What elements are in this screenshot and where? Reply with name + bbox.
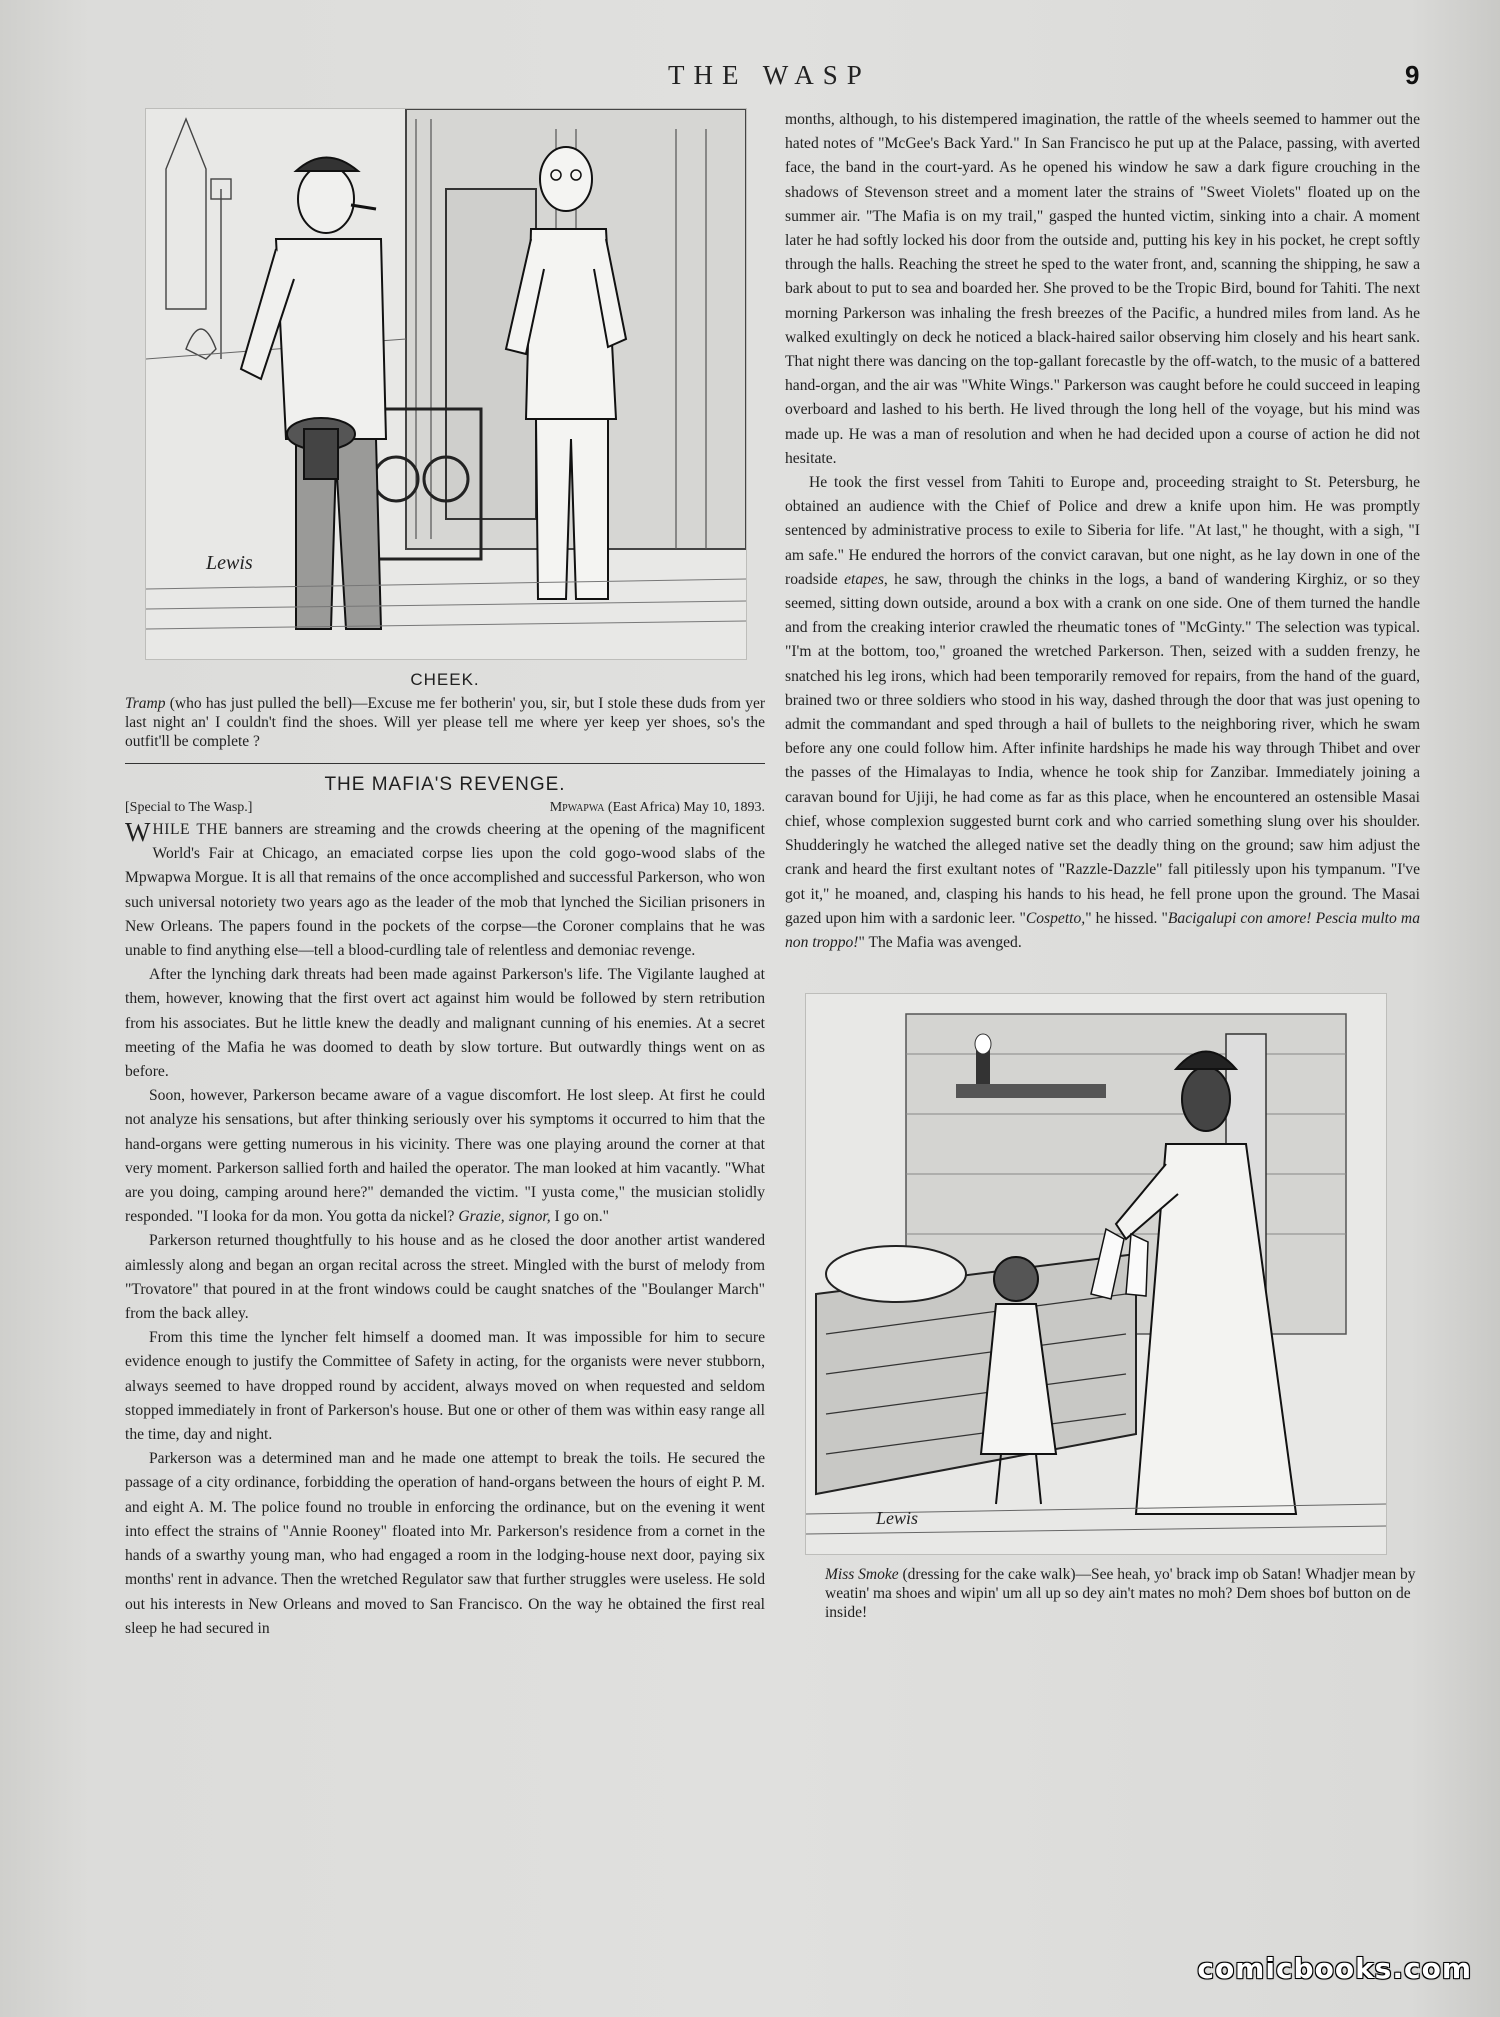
paragraph-text: " he hissed. " bbox=[1085, 909, 1168, 927]
article-paragraph: months, although, to his distempered imagination, the rattle of the wheels seemed to hammer out the hated notes of "McGee's Back Yard." In San Francisco he put up at the Palace, passing, with averted face, the band in the court-yard. As he opened his window he saw a dark figure crouching in the shadows of Stevenson street and a moment later the strains of "Sweet Violets" floated up on the summer air. "The Mafia is on my trail," gasped the hunted victim, sinking into a chair. A moment later he had softly locked his door from the outside and, putting his key in his pocket, he crept softly through the halls. Reaching the street he sped to the water front, and, scanning the shipping, he saw a bark about to put to sea and boarded her. She proved to be the Tropic Bird, bound for Tahiti. The next morning Parkerson was inhaling the fresh breezes of the Pacific, a hundred miles from land. As he walked exultingly on deck he noticed a black-haired sailor observing him closely and his heart sank. That night there was dancing on the top-gallant forecastle by the off-watch, to the music of a battered hand-organ, and the air was "White Wings." Parkerson was caught before he could succeed in leaping overboard and lashed to his berth. He lived through the long hell of the voyage, but his mind was made up. He was a man of resolution and when he had decided upon a course of action he did not hesitate. bbox=[785, 111, 1420, 467]
article-paragraph bbox=[125, 818, 765, 963]
cartoon-cheek-title: CHEEK. bbox=[410, 670, 480, 689]
paragraph-italic: Cospetto, bbox=[1025, 909, 1086, 927]
cartoon-cheek-caption-text: (who has just pulled the bell)—Excuse me fer botherin' you, sir, but I stole these duds from yer last night an' I couldn't find the shoes. Will yer please tell me where yer keep yer shoes, so's the outfit'll be complete ? bbox=[125, 695, 765, 750]
section-divider bbox=[125, 763, 765, 764]
paragraph-text: banners are streaming and the crowds cheering at the opening of the magnificent World's Fair at Chicago, an emaciated corpse lies upon the cold gogo-wood slabs of the Mpwapwa Morgue. It is all that remains of the once accomplished and successful Parkerson, who won such universal notoriety two years ago as the leader of the mob that lynched the Sicilian prisoners in New Orleans. The papers found in the pockets of the corpse—the Coroner complains that he was unable to find anything else—tell a blood-curdling tale of relentless and demoniac revenge. bbox=[125, 821, 766, 960]
cartoon-cheek-speaker: Tramp bbox=[125, 695, 166, 712]
paragraph-text: He took the first vessel from Tahiti to Europe and, proceeding straight to St. Petersburg, he obtained an audience with the Chief of Police and drew a knife upon him. He was promptly sentenced by administrative process to exile to Siberia for life. "At last," he thought, with a sigh, "I am safe." He endured the horrors of the convict caravan, but one night, as he lay down in one of the roadside bbox=[785, 474, 1420, 588]
article-paragraph: From this time the lyncher felt himself a doomed man. It was impossible for him to secure evidence enough to justify the Committee of Safety in acting, for the organists were never stubborn, always seemed to have dropped round by accident, always moved on when requested and seldom stopped immediately in front of Parkerson's house. But one or other of them was within easy range all the time, day and night. bbox=[125, 1329, 765, 1444]
cartoon-miss-smoke-signature: Lewis bbox=[876, 1508, 919, 1529]
dateline-place: Mpwapwa bbox=[549, 800, 605, 815]
cartoon-cheek bbox=[145, 108, 747, 660]
article-paragraph bbox=[785, 471, 1420, 955]
article-paragraph: Parkerson was a determined man and he made one attempt to break the toils. He secured the passage of a city ordinance, forbidding the operation of hand-organs between the hours of eight P. M. and eight A. M. The police found no trouble in enforcing the ordinance, but on the evening it went into effect the strains of "Annie Rooney" floated into Mr. Parkerson's residence from a cornet in the hands of a swarthy young man, who had engaged a room in the lodging-house next door, paying six months' rent in advance. Then the wretched Regulator saw that further struggles were useless. He sold out his interests in New Orleans and moved to San Francisco. On the way he obtained the first real sleep he had secured in bbox=[125, 1450, 765, 1637]
paragraph-italic: Grazie, signor, bbox=[458, 1208, 551, 1226]
article-paragraph bbox=[125, 1084, 765, 1229]
paragraph-text: " The Mafia was avenged. bbox=[858, 933, 1022, 951]
dateline-date: (East Africa) May 10, 1893. bbox=[604, 800, 765, 815]
masthead-title: THE WASP bbox=[668, 60, 871, 90]
masthead bbox=[0, 60, 1500, 100]
cartoon-miss-smoke-drawing bbox=[806, 994, 1386, 1554]
cartoon-cheek-signature: Lewis bbox=[206, 552, 253, 574]
cartoon-miss-smoke-speaker: Miss Smoke bbox=[825, 1566, 899, 1584]
left-column bbox=[125, 108, 765, 1641]
page-number: 9 bbox=[1405, 60, 1420, 90]
cartoon-miss-smoke-caption bbox=[825, 1565, 1420, 1622]
article-special-note: [Special to The Wasp.] bbox=[125, 800, 253, 815]
article-dateline bbox=[125, 800, 765, 816]
cartoon-cheek-drawing bbox=[146, 109, 746, 659]
article-title: THE MAFIA'S REVENGE. bbox=[324, 774, 566, 795]
right-column bbox=[785, 108, 1420, 1622]
paragraph-text: I go on." bbox=[550, 1208, 609, 1226]
article-paragraph: After the lynching dark threats had been made against Parkerson's life. The Vigilante laughed at them, however, knowing that the first overt act against him would be followed by stern retribution from his associates. But he little knew the deadly and malignant cunning of his enemies. At a secret meeting of the Mafia he was doomed to death by slow torture. But outwardly things went on as before. bbox=[125, 966, 765, 1081]
article-body-left bbox=[125, 818, 765, 1641]
watermark-logo: comicbooks.com bbox=[1197, 1952, 1472, 1985]
drop-cap: W bbox=[125, 817, 151, 847]
lead-caps: HILE THE bbox=[152, 821, 229, 838]
paragraph-text: Soon, however, Parkerson became aware of a vague discomfort. He lost sleep. At first he could not analyze his sensations, but after thinking seriously over his symptoms it occurred to him that the hand-organs were getting numerous in his vicinity. There was one playing around the corner at that very moment. Parkerson sallied forth and hailed the operator. The man looked at him vacantly. "What are you doing, camping around here?" demanded the victim. "I yusta come," the musician stolidly responded. "I looka for da mon. You gotta da nickel? bbox=[125, 1087, 765, 1226]
paragraph-text: , he saw, through the chinks in the logs, a band of wandering Kirghiz, or so they seemed, sitting down outside, around a box with a crank on one side. One of them turned the handle and from the creaking interior crawled the rheumatic tones of "McGinty." The selection was typical. "I'm at the bottom, too," groaned the wretched Parkerson. Then, seized with a sudden frenzy, he snatched his leg irons, which had been temporarily removed for repairs, from the hand of the guard, brained two or three soldiers who stood in his way, dashed through the door that was just opening to admit the commandant and sped through a hail of bullets to the neighboring river, which he swam before any one could follow him. After infinite hardships he made his way through Thibet and over the passes of the Himalayas to India, whence he took ship for Zanzibar. Immediately joining a caravan bound for Ujiji, he had come as far as this place, when he encountered an ostensible Masai chief, whose complexion suggested burnt cork and who carried something slung over his shoulder. Shudderingly he watched the alleged native set the deadly thing on the ground; saw him adjust the crank and heard the first exultant notes of "Razzle-Dazzle" fall pitilessly upon his tympanum. "I've got it," he moaned, and, clasping his hands to his head, he fell prone upon the ground. The Masai gazed upon him with a sardonic leer. " bbox=[785, 570, 1420, 927]
cartoon-miss-smoke-caption-text: (dressing for the cake walk)—See heah, yo' brack imp ob Satan! Whadjer mean by weatin' ma shoes and wipin' um all up so dey ain't mates no moh? Dem shoes bof button on de inside! bbox=[825, 1566, 1416, 1622]
cartoon-miss-smoke bbox=[805, 993, 1387, 1555]
article-paragraph: Parkerson returned thoughtfully to his house and as he closed the door another artist wandered aimlessly along and began an organ recital across the street. Mingled with the burst of melody from "Trovatore" that poured in at the front windows could be caught snatches of the "Boulanger March" from the back alley. bbox=[125, 1232, 765, 1323]
cartoon-cheek-caption bbox=[125, 694, 765, 751]
paragraph-italic: etapes bbox=[844, 570, 884, 588]
paragraph-italic: Bacigalupi con amore! Pescia multo ma non troppo! bbox=[785, 909, 1420, 951]
article-body-right bbox=[785, 108, 1420, 955]
